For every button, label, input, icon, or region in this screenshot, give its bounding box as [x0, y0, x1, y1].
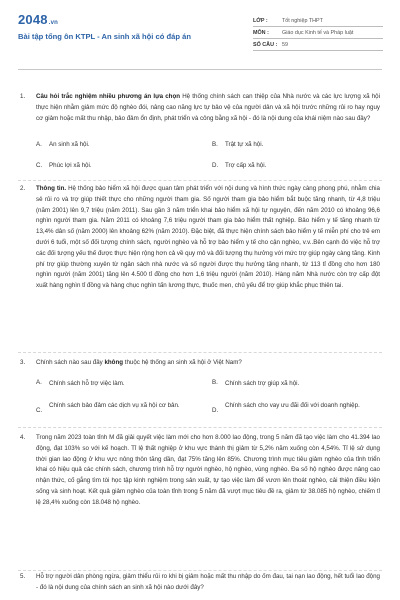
meta-value: 59 — [282, 41, 288, 48]
question-divider — [18, 570, 382, 571]
option-label: C. — [36, 407, 43, 414]
question-body-end: thuộc hệ thống an sinh xã hội ở Việt Nam? — [123, 359, 242, 366]
question-lead: Thông tin. — [36, 185, 67, 192]
question-lead: Câu hỏi trắc nghiệm nhiều phương án lựa chọn — [36, 93, 180, 100]
question-emphasis: không — [104, 359, 124, 366]
meta-subject-row — [253, 27, 383, 39]
option-text: Chính sách hỗ trợ việc làm. — [49, 380, 125, 387]
option-text: Chính sách bảo đảm các dịch vụ xã hội cơ bản. — [49, 402, 180, 409]
option-text: An sinh xã hội. — [49, 141, 90, 148]
option-label: B. — [212, 141, 218, 148]
question-text — [36, 92, 380, 124]
option-label: D. — [212, 407, 219, 414]
option-text: Chính sách trợ giúp xã hội. — [225, 380, 300, 387]
question-number: 5. — [20, 573, 26, 580]
meta-class-row — [253, 15, 383, 27]
option-label: C. — [36, 162, 43, 169]
meta-value: Giáo dục Kinh tế và Pháp luật — [282, 29, 354, 36]
question-text — [36, 572, 380, 594]
meta-count-row — [253, 39, 383, 51]
question-divider — [18, 180, 382, 181]
meta-key: MÔN : — [253, 29, 269, 36]
question-3-options — [36, 379, 380, 439]
option-label: A. — [36, 379, 42, 386]
question-body: Hỗ trợ người dân phòng ngừa, giảm thiểu rủi ro khi bị giảm hoặc mất thu nhập do ốm đau, tai nạn lao động, hết tuổi lao động - đó là nội dung của chính sách an sinh xã hội nào dưới đây? — [36, 573, 380, 591]
question-number: 3. — [20, 359, 26, 366]
question-text — [36, 433, 380, 509]
document-meta — [253, 15, 383, 51]
header-divider — [18, 69, 382, 70]
question-number: 4. — [20, 434, 26, 441]
question-divider — [18, 427, 382, 428]
question-text — [36, 184, 380, 292]
question-text — [36, 358, 380, 369]
option-label: D. — [212, 162, 219, 169]
option-label: B. — [212, 379, 218, 386]
site-logo[interactable] — [18, 12, 58, 27]
question-body-start: Chính sách nào sau đây — [36, 359, 105, 366]
option-text: Trật tự xã hội. — [225, 141, 264, 148]
question-divider — [18, 352, 382, 353]
question-number: 2. — [20, 185, 26, 192]
meta-value: Tốt nghiệp THPT — [282, 17, 323, 24]
question-body: Trong năm 2023 toàn tỉnh M đã giải quyết việc làm mới cho hơn 8.000 lao động, trong 5 năm đã tạo việc làm cho 41.394 lao động, đạt 103% so với kế hoạch. Tỉ lệ thất nghiệp ở khu vực thành thị giảm từ 5,2% năm xuống còn 4,54%. Tỉ lệ sử dụng thời gian lao động ở khu vực nông thôn tăng dần, đạt 75% tăng lên 85%. Chương trình mục tiêu giảm nghèo của tỉnh triển khai có hiệu quả các chính sách, chương trình hỗ trợ người nghèo, hộ nghèo, vùng nghèo. Đa số hộ nghèo được nâng cao nhận thức, cố gắng tìm tòi học tập kinh nghiệm trong sản xuất, tự tạo việc làm để vươn lên thoát nghèo, cải thiện điều kiện sống và sinh hoạt. Kết quả giảm nghèo của toàn tỉnh trong 5 năm đã vượt mục tiêu đề ra, giảm từ 38.085 hộ nghèo, chiếm tỉ lệ 28,4% xuống còn 18.048 hộ nghèo. — [36, 434, 380, 506]
option-text: Phúc lợi xã hội. — [49, 162, 92, 169]
logo-suffix: .vn — [48, 20, 59, 26]
meta-key: SỐ CÂU : — [253, 41, 278, 48]
logo-text: 2048 — [18, 12, 48, 27]
meta-key: LỚP : — [253, 17, 268, 24]
page-header — [0, 0, 400, 64]
option-text: Chính sách cho vay ưu đãi đối với doanh nghiệp. — [225, 402, 360, 409]
option-label: A. — [36, 141, 42, 148]
document-title: Bài tập tổng ôn KTPL - An sinh xã hội có đáp án — [18, 32, 191, 41]
question-body: Hệ thống bảo hiểm xã hội được quan tâm phát triển với nội dung và hình thức ngày càng phong phú, nhằm chia sẻ rủi ro và trợ giúp thiết thực cho những người tham gia. Số người tham gia bảo hiểm bắt buộc tăng nhanh, từ 4,8 triệu (năm 2001) lên 9,7 triệu (năm 2011). Sau gần 3 năm triển khai bảo hiểm xã hội tự nguyện, đến năm 2010 có khoảng 96,6 nghìn người tham gia. Năm 2011 có khoảng 7,6 triệu người tham gia bảo hiểm thất nghiệp. Bảo hiểm y tế tăng nhanh từ 13,4% dân số (năm 2000) lên khoảng 62% (năm 2010). Đặc biệt, đã thực hiện chính sách bảo hiểm y tế miễn phí cho trẻ em dưới 6 tuổi, một số đối tượng chính sách, người nghèo và hỗ trợ bảo hiểm y tế cho cận nghèo, v.v..Bên cạnh đó việc hỗ trợ các đối tượng yếu thế được thực hiện rộng hơn cả về quy mô và đối tượng thụ hưởng với mức trợ giúp ngày càng tăng. Kinh phí trợ giúp thường xuyên từ ngân sách nhà nước và số người được thụ hưởng tăng nhanh, từ 113 tỉ đồng cho hơn 180 nghìn người (năm 2001) tăng lên 4.500 tỉ đồng cho hơn 1,6 triệu người (năm 2010). Hàng năm Nhà nước còn trợ cấp đột xuất hàng nghìn tỉ đồng và hàng chục nghìn tấn lương thực, thuốc men, chủ yếu để trợ giúp khắc phục thiên tai. — [36, 185, 380, 290]
question-number: 1. — [20, 93, 26, 100]
question-body: Hệ thống chính sách can thiệp của Nhà nước và các lực lượng xã hội thực hiện nhằm giảm mức độ nghèo đói, nâng cao năng lực tự bảo vệ của người dân và xã hội trước những rủi ro hay nguy cơ giảm hoặc mất thu nhập, bảo đảm ổn định, phát triển và công bằng xã hội - đó là nội dung của khái niệm nào sau đây? — [36, 93, 380, 122]
option-text: Trợ cấp xã hội. — [225, 162, 267, 169]
